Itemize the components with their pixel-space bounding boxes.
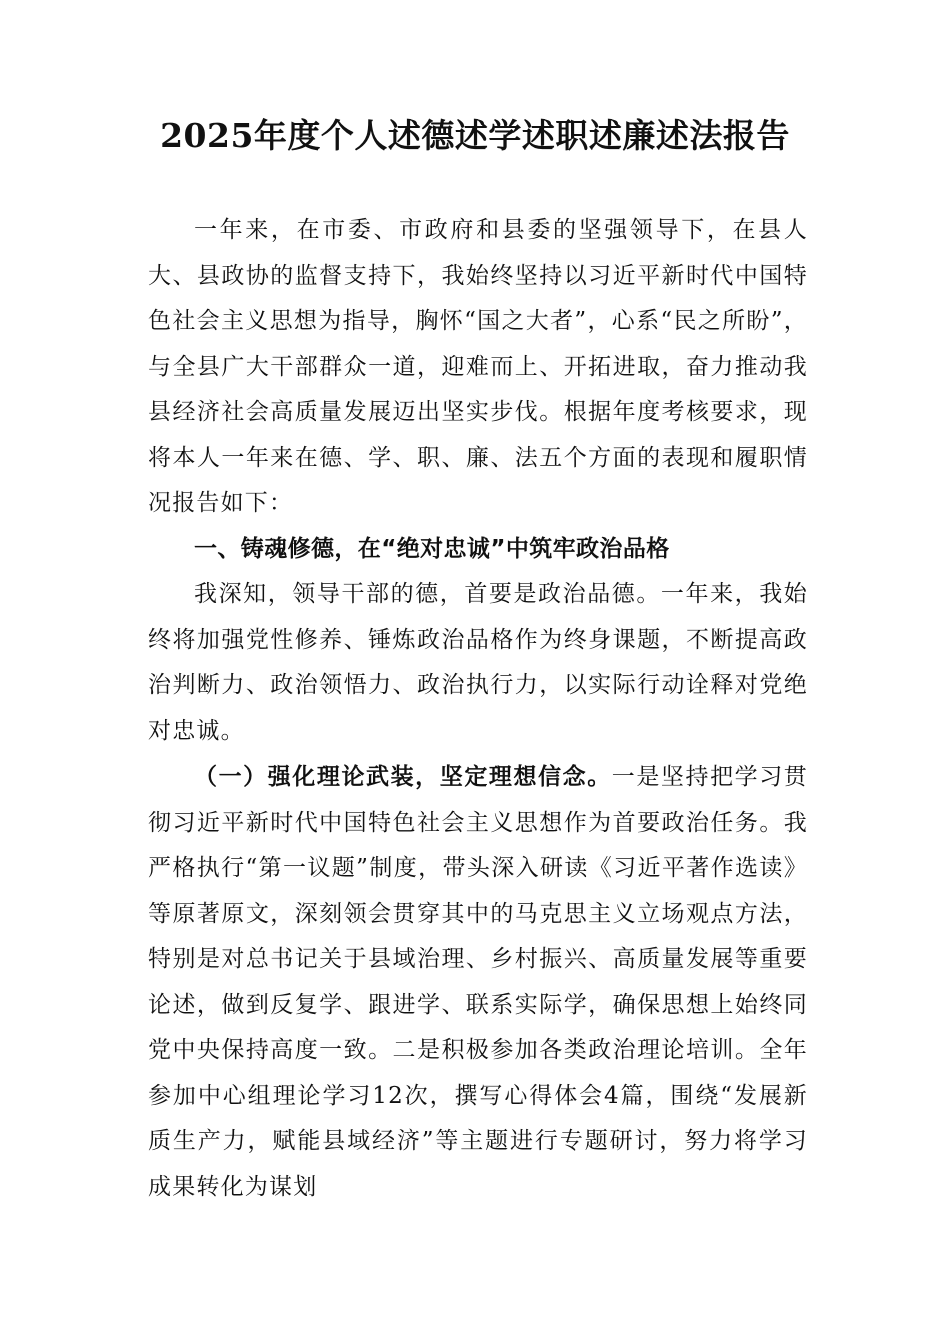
- section-1-paragraph: 我深知，领导干部的德，首要是政治品德。一年来，我始终将加强党性修养、锤炼政治品格作为终身课题，不断提高政治判断力、政治领悟力、政治执行力，以实际行动诠释对党绝对忠诚。: [148, 581, 808, 744]
- document-body: [148, 208, 808, 1210]
- subsection-1-paragraph: [148, 754, 808, 1210]
- subsection-1-heading: （一）强化理论武装，坚定理想信念。: [194, 763, 612, 790]
- section-1-heading: 一、铸魂修德，在“绝对忠诚”中筑牢政治品格: [194, 535, 670, 562]
- document-title: 2025年度个人述德述学述职述廉述法报告: [160, 116, 790, 155]
- intro-paragraph: 一年来，在市委、市政府和县委的坚强领导下，在县人大、县政协的监督支持下，我始终坚持以习近平新时代中国特色社会主义思想为指导，胸怀“国之大者”，心系“民之所盼”，与全县广大干部群众一道，迎难而上、开拓进取，奋力推动我县经济社会高质量发展迈出坚实步伐。根据年度考核要求，现将本人一年来在德、学、职、廉、法五个方面的表现和履职情况报告如下：: [148, 217, 808, 516]
- subsection-1-text: 一是坚持把学习贯彻习近平新时代中国特色社会主义思想作为首要政治任务。我严格执行“第一议题”制度，带头深入研读《习近平著作选读》等原著原文，深刻领会贯穿其中的马克思主义立场观点方法，特别是对总书记关于县域治理、乡村振兴、高质量发展等重要论述，做到反复学、跟进学、联系实际学，确保思想上始终同党中央保持高度一致。二是积极参加各类政治理论培训。全年参加中心组理论学习12次，撰写心得体会4篇，围绕“发展新质生产力，赋能县域经济”等主题进行专题研讨，努力将学习成果转化为谋划: [148, 764, 808, 1200]
